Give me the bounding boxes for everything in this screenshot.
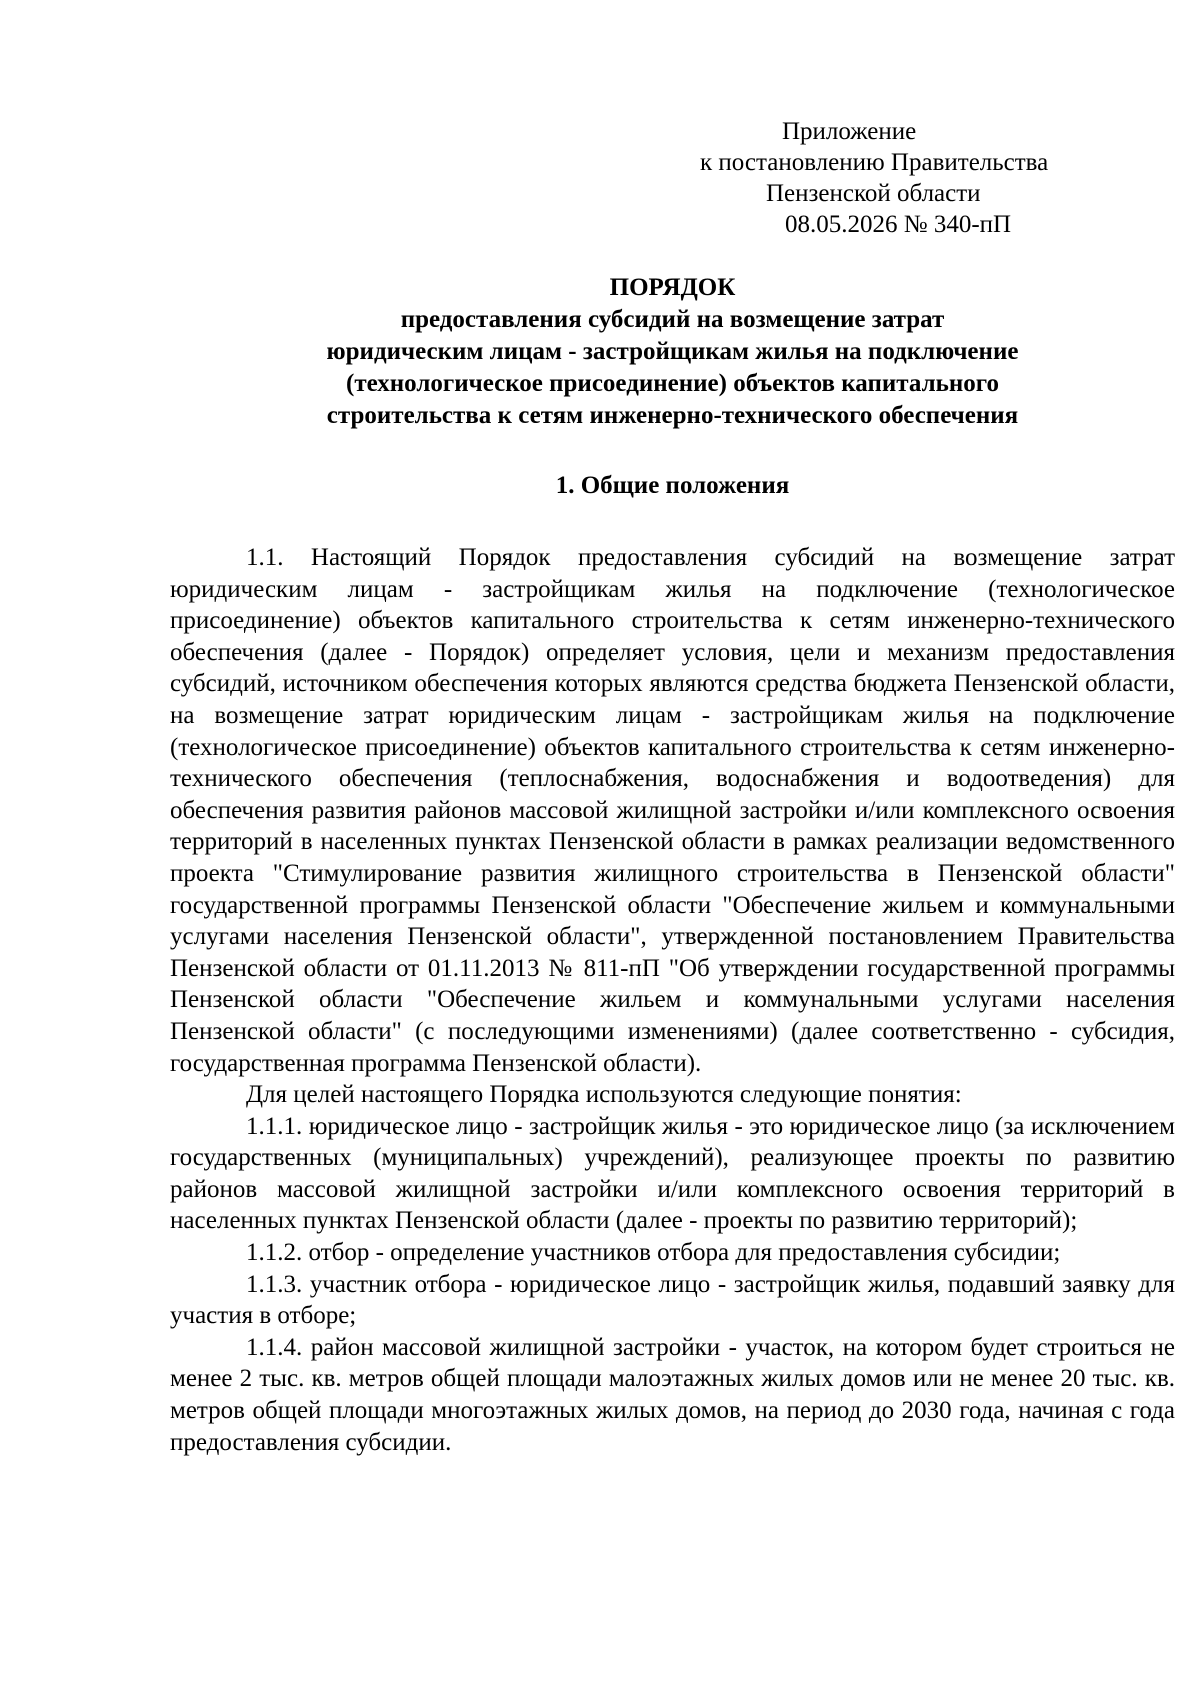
appendix-block [700,116,1200,240]
appendix-region-line: Пензенской области [766,180,981,207]
appendix-resolution-line: к постановлению Правительства [700,149,1049,176]
appendix-label: Приложение [782,118,917,145]
title-subtitle-line: предоставления субсидий на возмещение затрат [400,306,945,333]
title-subtitle-line: строительства к сетям инженерно-технического обеспечения [326,402,1019,429]
section-heading: 1. Общие положения [555,472,790,499]
title-subtitle-line: (технологическое присоединение) объектов капитального [346,370,999,397]
paragraph: 1.1. Настоящий Порядок предоставления субсидий на возмещение затрат юридическим лицам - застройщикам жилья на подключение (технологическое присоединение) объектов капитального строительства к сетям инженерно-технического обеспечения (далее - Порядок) определяет условия, цели и механизм предоставления субсидий, источником обеспечения которых являются средства бюджета Пензенской области, на возмещение затрат юридическим лицам - застройщикам жилья на подключение (технологическое присоединение) объектов капитального строительства к сетям инженерно-технического обеспечения (теплоснабжения, водоснабжения и водоотведения) для обеспечения развития районов массовой жилищной застройки и/или комплексного освоения территорий в населенных пунктах Пензенской области в рамках реализации ведомственного проекта "Стимулирование развития жилищного строительства в Пензенской области" государственной программы Пензенской области "Обеспечение жильем и коммунальными услугами населения Пензенской области", утвержденной постановлением Правительства Пензенской области от 01.11.2013 № 811-пП "Об утверждении государственной программы Пензенской области "Обеспечение жильем и коммунальными услугами населения Пензенской области" (с последующими изменениями) (далее соответственно - субсидия, государственная программа Пензенской области). [170,544,1175,1077]
section-body [170,542,1175,1458]
document-title [170,272,1175,432]
paragraph: Для целей настоящего Порядка используются следующие понятия: [246,1081,962,1109]
paragraph: 1.1.1. юридическое лицо - застройщик жилья - это юридическое лицо (за исключением государственных (муниципальных) учреждений), реализующее проекты по развитию районов массовой жилищной застройки и/или комплексного освоения территорий в населенных пунктах Пензенской области (далее - проекты по развитию территорий); [170,1112,1175,1235]
paragraph: 1.1.3. участник отбора - юридическое лицо - застройщик жилья, подавший заявку для участия в отборе; [170,1270,1175,1330]
paragraph: 1.1.4. район массовой жилищной застройки - участок, на котором будет строиться не менее 2 тыс. кв. метров общей площади малоэтажных жилых домов или не менее 20 тыс. кв. метров общей площади многоэтажных жилых домов, на период до 2030 года, начиная с года предоставления субсидии. [170,1333,1175,1456]
paragraph: 1.1.2. отбор - определение участников отбора для предоставления субсидии; [246,1239,1061,1267]
title-subtitle-line: юридическим лицам - застройщикам жилья на подключение [326,338,1019,365]
title-heading: ПОРЯДОК [609,274,736,301]
appendix-date-number: 08.05.2026 № 340-пП [785,211,1012,238]
